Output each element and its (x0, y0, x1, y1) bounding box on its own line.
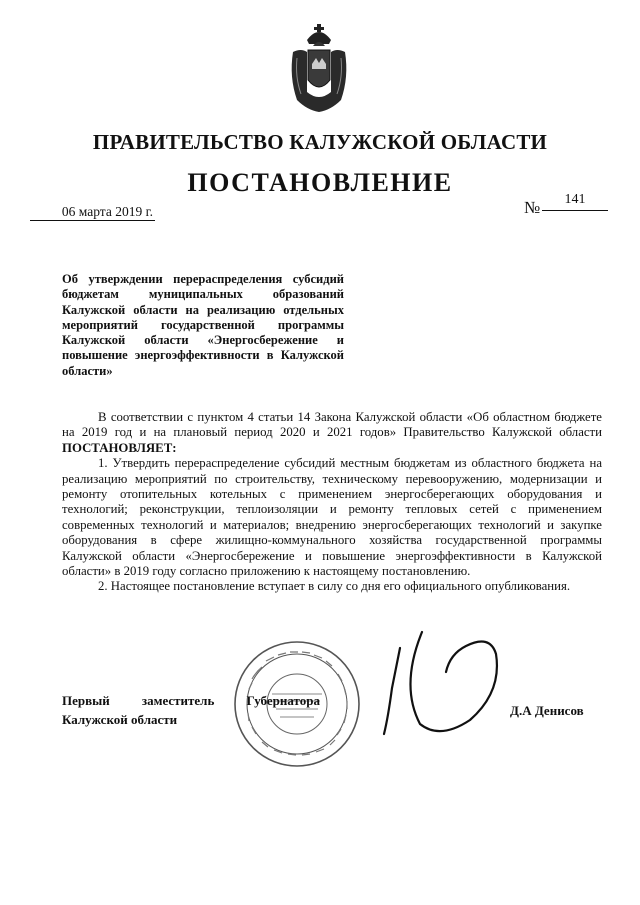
signatory-position (62, 691, 322, 729)
decree-number: 141 (542, 192, 608, 211)
position-word-3: Губернатора (246, 693, 320, 708)
signatory-name: Д.А Денисов (510, 703, 584, 718)
decree-subject: Об утверждении перераспределения субсидий бюджетам муниципальных образований Калужской области на реализацию отдельных мероприятий государственной программы Калужской области «Энергосбережение и повышение энергоэффективности в Калужской области» (62, 272, 344, 378)
decree-date: 06 марта 2019 г. (30, 204, 155, 221)
signatory-region: Калужской области (62, 712, 178, 727)
item-1-paragraph: 1. Утвердить перераспределение субсидий местным бюджетам из областного бюджета на реализацию мероприятий по строительству, техническому перевооружению, модернизации и ремонту отопительных котельных с применением энергосберегающих оборудования и технологий; реконструкции, теплоизоляции и ремонту тепловых сетей с применением современных технологий и материалов; внедрению энергосберегающих технологий и закупке оборудования в сфере жилищно-коммунального хозяйства государственной программы Калужской области «Энергосбережение и повышение энергоэффективности в Калужской области» в 2019 году согласно приложению к настоящему постановлению. (62, 456, 602, 579)
number-label: № (524, 198, 541, 217)
resolves-keyword: ПОСТАНОВЛЯЕТ: (62, 440, 177, 455)
position-word-2: заместитель (141, 693, 215, 708)
preamble-text: В соответствии с пунктом 4 статьи 14 Закона Калужской области «Об областном бюджете на 2019 год и на плановый период 2020 и 2021 годов» Правительство Калужской области (62, 410, 602, 440)
decree-body (62, 410, 602, 595)
document-type-title: ПОСТАНОВЛЕНИЕ (187, 168, 453, 197)
handwritten-signature (370, 626, 520, 746)
coat-of-arms-emblem (287, 22, 351, 114)
preamble-paragraph (62, 410, 602, 456)
item-2-paragraph: 2. Настоящее постановление вступает в силу со дня его официального опубликования. (98, 579, 571, 594)
signatory-position-line1 (62, 691, 320, 710)
position-word-1: Первый (62, 693, 110, 708)
government-title: ПРАВИТЕЛЬСТВО КАЛУЖСКОЙ ОБЛАСТИ (92, 130, 548, 154)
